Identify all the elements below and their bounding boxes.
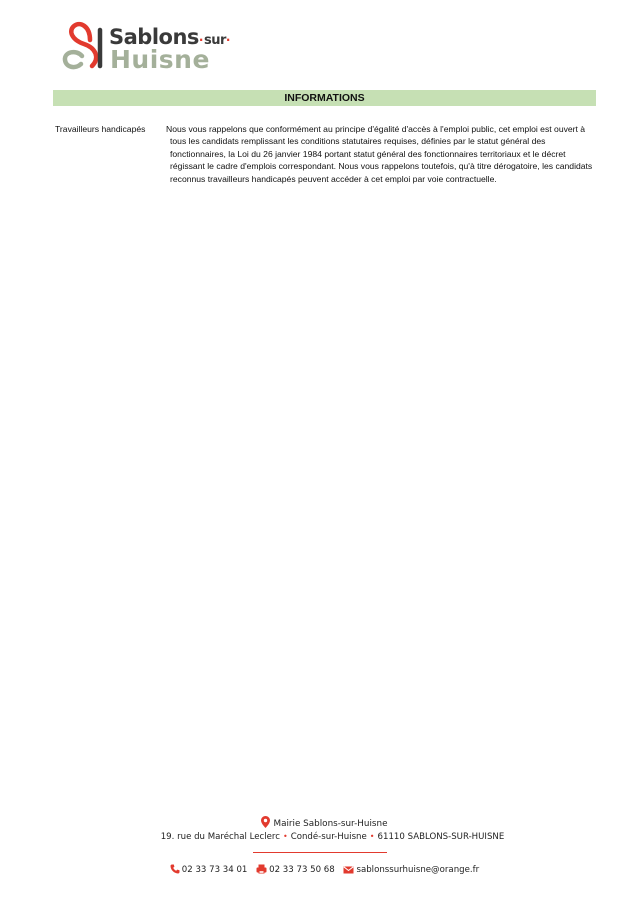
contact-email[interactable]: sablonssurhuisne@orange.fr [343, 865, 479, 875]
section-title: INFORMATIONS [53, 90, 596, 106]
address-street: 19. rue du Maréchal Leclerc [160, 832, 280, 842]
envelope-icon [343, 866, 354, 874]
phone-icon [170, 864, 180, 874]
row-text: Nous vous rappelons que conformément au principe d'égalité d'accès à l'emploi public, cet emploi est ouvert à tous les candidats remplissant les conditions statutaires requises, définies par le statut général des fonctionnaires, la Loi du 26 janvier 1984 portant statut général des fonctionnaires territoriaux et le décret régissant le cadre d'emplois correspondant. Nous vous rappelons toutefois, qu'à titre dérogatoire, les candidats reconnus travailleurs handicapés peuvent accéder à cet emploi par voie contractuelle. [166, 124, 593, 184]
map-pin-icon [261, 816, 270, 828]
footer-mairie [0, 816, 639, 829]
row-label: Travailleurs handicapés [55, 124, 146, 134]
footer-contacts [0, 864, 639, 875]
fax-icon [256, 864, 267, 874]
footer-address: 19. rue du Maréchal Leclerc • Condé-sur-Huisne • 61110 SABLONS-SUR-HUISNE [160, 832, 505, 842]
logo-title-bottom: Huisne [110, 45, 210, 74]
footer-divider [253, 852, 387, 853]
address-postcode: 61110 SABLONS-SUR-HUISNE [377, 832, 505, 842]
logo-emblem-icon [60, 18, 108, 74]
address-town: Condé-sur-Huisne [290, 832, 367, 842]
contact-phone[interactable]: 02 33 73 34 01 [170, 864, 248, 875]
logo [60, 18, 235, 74]
logo-title-top: Sablons·sur· [109, 25, 230, 49]
mairie-text: Mairie Sablons-sur-Huisne [273, 819, 388, 829]
contact-fax[interactable]: 02 33 73 50 68 [256, 864, 335, 875]
